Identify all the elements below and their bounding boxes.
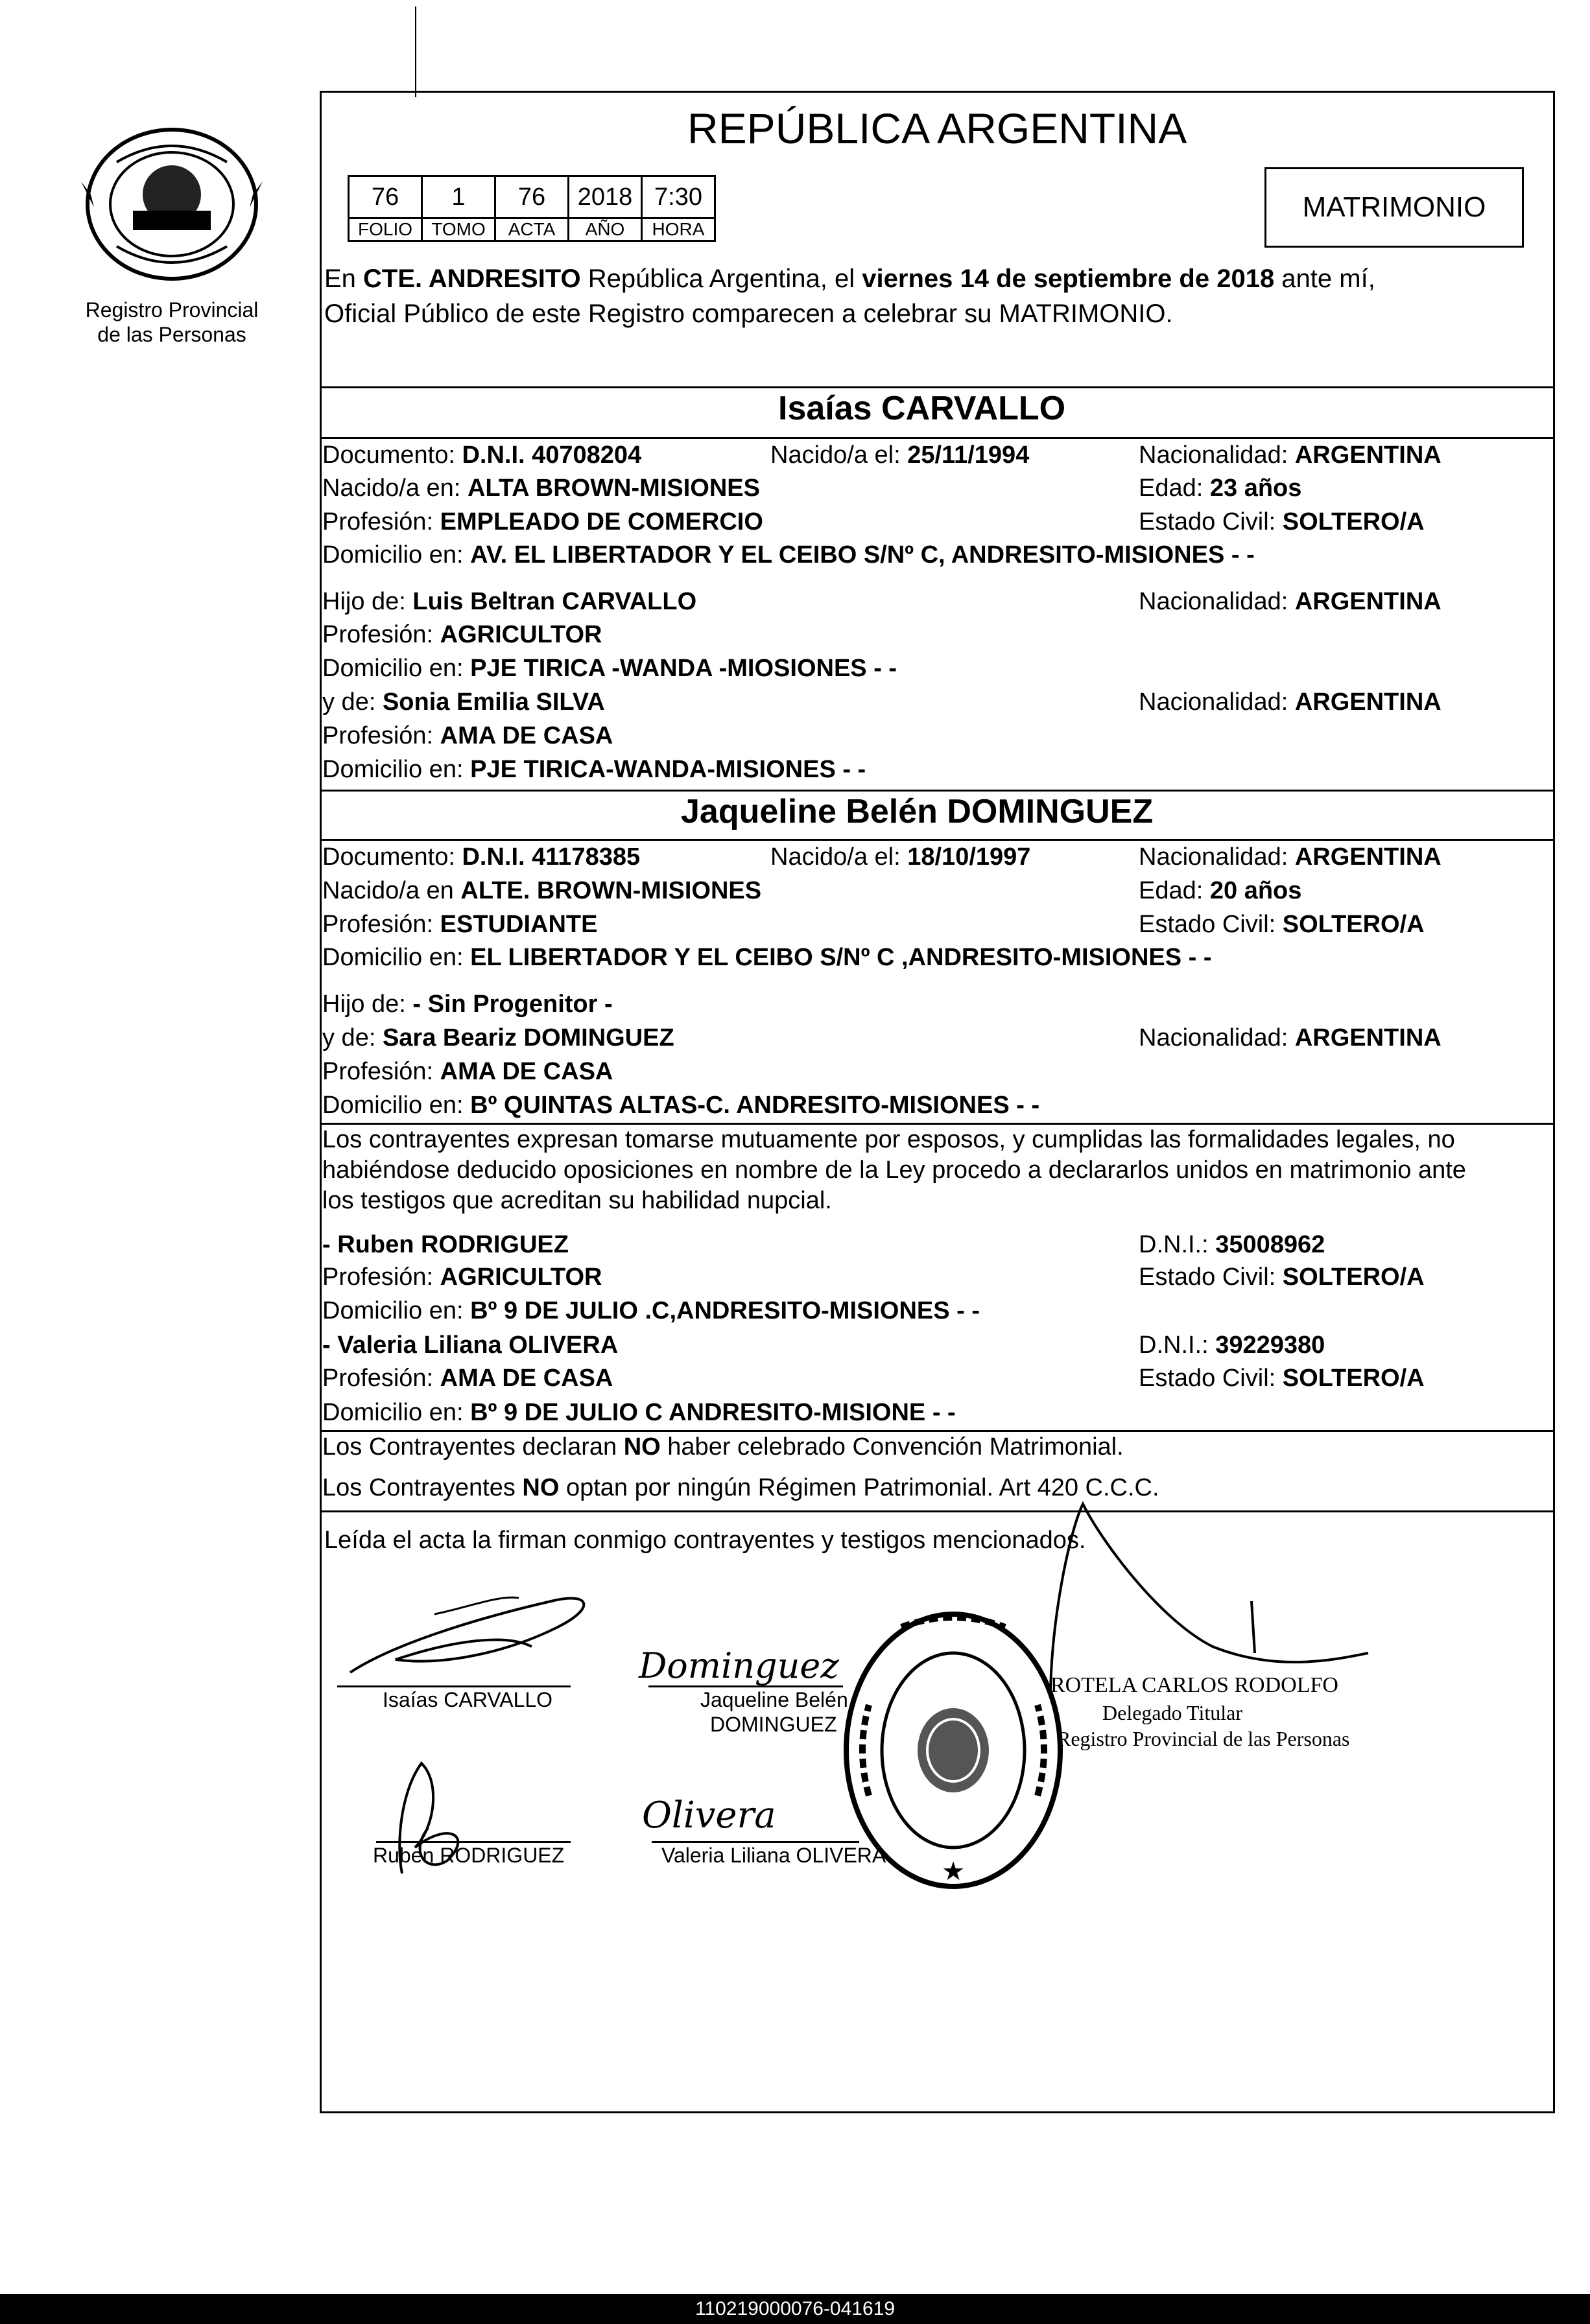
spouse2-documento: Documento: D.N.I. 41178385	[322, 843, 641, 871]
spouse1-domicilio: Domicilio en: AV. EL LIBERTADOR Y EL CEIBO S/Nº C, ANDRESITO-MISIONES - -	[322, 541, 1255, 569]
witness2-domicilio: Domicilio en: Bº 9 DE JULIO C ANDRESITO-MISIONE - -	[322, 1399, 956, 1426]
witness2-estado: Estado Civil: SOLTERO/A	[1139, 1365, 1425, 1392]
witness1-dni: D.N.I.: 35008962	[1139, 1231, 1325, 1258]
folio-value: 76	[349, 176, 422, 218]
scan-line	[415, 6, 416, 97]
spouse1-estado: Estado Civil: SOLTERO/A	[1139, 508, 1425, 535]
acta-label: ACTA	[495, 218, 569, 241]
declaration-line2: habiéndose deducido oposiciones en nombre de la Ley procedo a declararlos unidos en matrimonio ante	[322, 1156, 1466, 1184]
spouse1-nacido-el: Nacido/a el: 25/11/1994	[770, 441, 1030, 469]
spouse2-nacionalidad: Nacionalidad: ARGENTINA	[1139, 843, 1442, 871]
spouse1-madre-prof: Profesión: AMA DE CASA	[322, 722, 613, 749]
registry-line2: de las Personas	[97, 323, 246, 346]
official-name: ROTELA CARLOS RODOLFO	[1050, 1673, 1338, 1697]
intro-line2: Oficial Público de este Registro comparecen a celebrar su MATRIMONIO.	[324, 299, 1173, 328]
convention-line2: Los Contrayentes NO optan por ningún Régimen Patrimonial. Art 420 C.C.C.	[322, 1474, 1159, 1501]
footer-code: 110219000076-041619	[0, 2294, 1590, 2324]
spouse2-madre-nac: Nacionalidad: ARGENTINA	[1139, 1024, 1442, 1051]
divider	[320, 1123, 1555, 1125]
spouse2-madre-dom: Domicilio en: Bº QUINTAS ALTAS-C. ANDRESITO-MISIONES - -	[322, 1092, 1040, 1119]
divider	[320, 437, 1555, 439]
divider	[320, 386, 1555, 388]
signatures-intro: Leída el acta la firman conmigo contrayentes y testigos mencionados.	[324, 1527, 1086, 1554]
registry-line1: Registro Provincial	[85, 298, 259, 322]
declaration-line1: Los contrayentes expresan tomarse mutuamente por esposos, y cumplidas las formalidades legales, no	[322, 1126, 1455, 1153]
registry-logo	[78, 123, 266, 292]
spouse1-name: Isaías CARVALLO	[778, 390, 1066, 427]
sig2-label-l2: DOMINGUEZ	[710, 1713, 837, 1736]
page-title: REPÚBLICA ARGENTINA	[687, 104, 1187, 152]
svg-text:★: ★	[942, 1857, 965, 1886]
handwriting-dominguez: Dominguez	[639, 1645, 839, 1686]
witness1-profesion: Profesión: AGRICULTOR	[322, 1263, 602, 1291]
spouse1-nacionalidad: Nacionalidad: ARGENTINA	[1139, 441, 1442, 469]
spouse2-madre-prof: Profesión: AMA DE CASA	[322, 1058, 613, 1085]
witness2-name: - Valeria Liliana OLIVERA	[322, 1332, 619, 1359]
doc-type-box: MATRIMONIO	[1264, 167, 1524, 248]
spouse1-padre-dom: Domicilio en: PJE TIRICA -WANDA -MIOSIONES - -	[322, 655, 897, 682]
spouse1-edad: Edad: 23 años	[1139, 475, 1302, 502]
spouse1-madre: y de: Sonia Emilia SILVA	[322, 688, 605, 716]
spouse2-domicilio: Domicilio en: EL LIBERTADOR Y EL CEIBO S/Nº C ,ANDRESITO-MISIONES - -	[322, 944, 1212, 971]
declaration-line3: los testigos que acreditan su habilidad nupcial.	[322, 1187, 832, 1214]
spouse1-madre-dom: Domicilio en: PJE TIRICA-WANDA-MISIONES - -	[322, 756, 866, 783]
spouse2-edad: Edad: 20 años	[1139, 877, 1302, 904]
signature-carvallo	[337, 1582, 610, 1685]
hora-label: HORA	[642, 218, 715, 241]
spouse1-padre-nac: Nacionalidad: ARGENTINA	[1139, 588, 1442, 615]
spouse2-madre: y de: Sara Beariz DOMINGUEZ	[322, 1024, 674, 1051]
divider	[320, 839, 1555, 841]
witness1-domicilio: Domicilio en: Bº 9 DE JULIO .C,ANDRESITO-MISIONES - -	[322, 1297, 980, 1324]
divider	[320, 790, 1555, 792]
spouse1-padre-prof: Profesión: AGRICULTOR	[322, 621, 602, 648]
spouse1-madre-nac: Nacionalidad: ARGENTINA	[1139, 688, 1442, 716]
spouse2-padre: Hijo de: - Sin Progenitor -	[322, 991, 613, 1018]
spouse1-profesion: Profesión: EMPLEADO DE COMERCIO	[322, 508, 763, 535]
spouse2-name: Jaqueline Belén DOMINGUEZ	[681, 793, 1154, 830]
sig3-label: Ruben RODRIGUEZ	[373, 1844, 565, 1867]
convention-line1: Los Contrayentes declaran NO haber celebrado Convención Matrimonial.	[322, 1433, 1124, 1461]
spouse2-estado: Estado Civil: SOLTERO/A	[1139, 911, 1425, 938]
witness2-profesion: Profesión: AMA DE CASA	[322, 1365, 613, 1392]
handwriting-olivera: Olivera	[642, 1794, 776, 1837]
sig1-label: Isaías CARVALLO	[383, 1688, 553, 1711]
witness2-dni: D.N.I.: 39229380	[1139, 1332, 1325, 1359]
acta-value: 76	[495, 176, 569, 218]
spouse2-nacido-en: Nacido/a en ALTE. BROWN-MISIONES	[322, 877, 762, 904]
witness1-name: - Ruben RODRIGUEZ	[322, 1231, 569, 1258]
spouse2-profesion: Profesión: ESTUDIANTE	[322, 911, 598, 938]
official-org: Registro Provincial de las Personas	[1057, 1727, 1350, 1750]
intro-line1: En CTE. ANDRESITO República Argentina, el viernes 14 de septiembre de 2018 ante mí,	[324, 264, 1375, 293]
official-title: Delegado Titular	[1102, 1701, 1242, 1724]
reference-table	[348, 175, 716, 242]
sig4-label: Valeria Liliana OLIVERA	[661, 1844, 886, 1867]
spouse1-nacido-en: Nacido/a en: ALTA BROWN-MISIONES	[322, 475, 760, 502]
anio-label: AÑO	[569, 218, 642, 241]
tomo-value: 1	[422, 176, 495, 218]
witness1-estado: Estado Civil: SOLTERO/A	[1139, 1263, 1425, 1291]
spouse2-nacido-el: Nacido/a el: 18/10/1997	[770, 843, 1031, 871]
anio-value: 2018	[569, 176, 642, 218]
spouse1-documento: Documento: D.N.I. 40708204	[322, 441, 642, 469]
divider	[320, 1430, 1555, 1432]
hora-value: 7:30	[642, 176, 715, 218]
folio-label: FOLIO	[349, 218, 422, 241]
tomo-label: TOMO	[422, 218, 495, 241]
sig2-label-l1: Jaqueline Belén	[700, 1688, 848, 1711]
spouse1-padre: Hijo de: Luis Beltran CARVALLO	[322, 588, 697, 615]
